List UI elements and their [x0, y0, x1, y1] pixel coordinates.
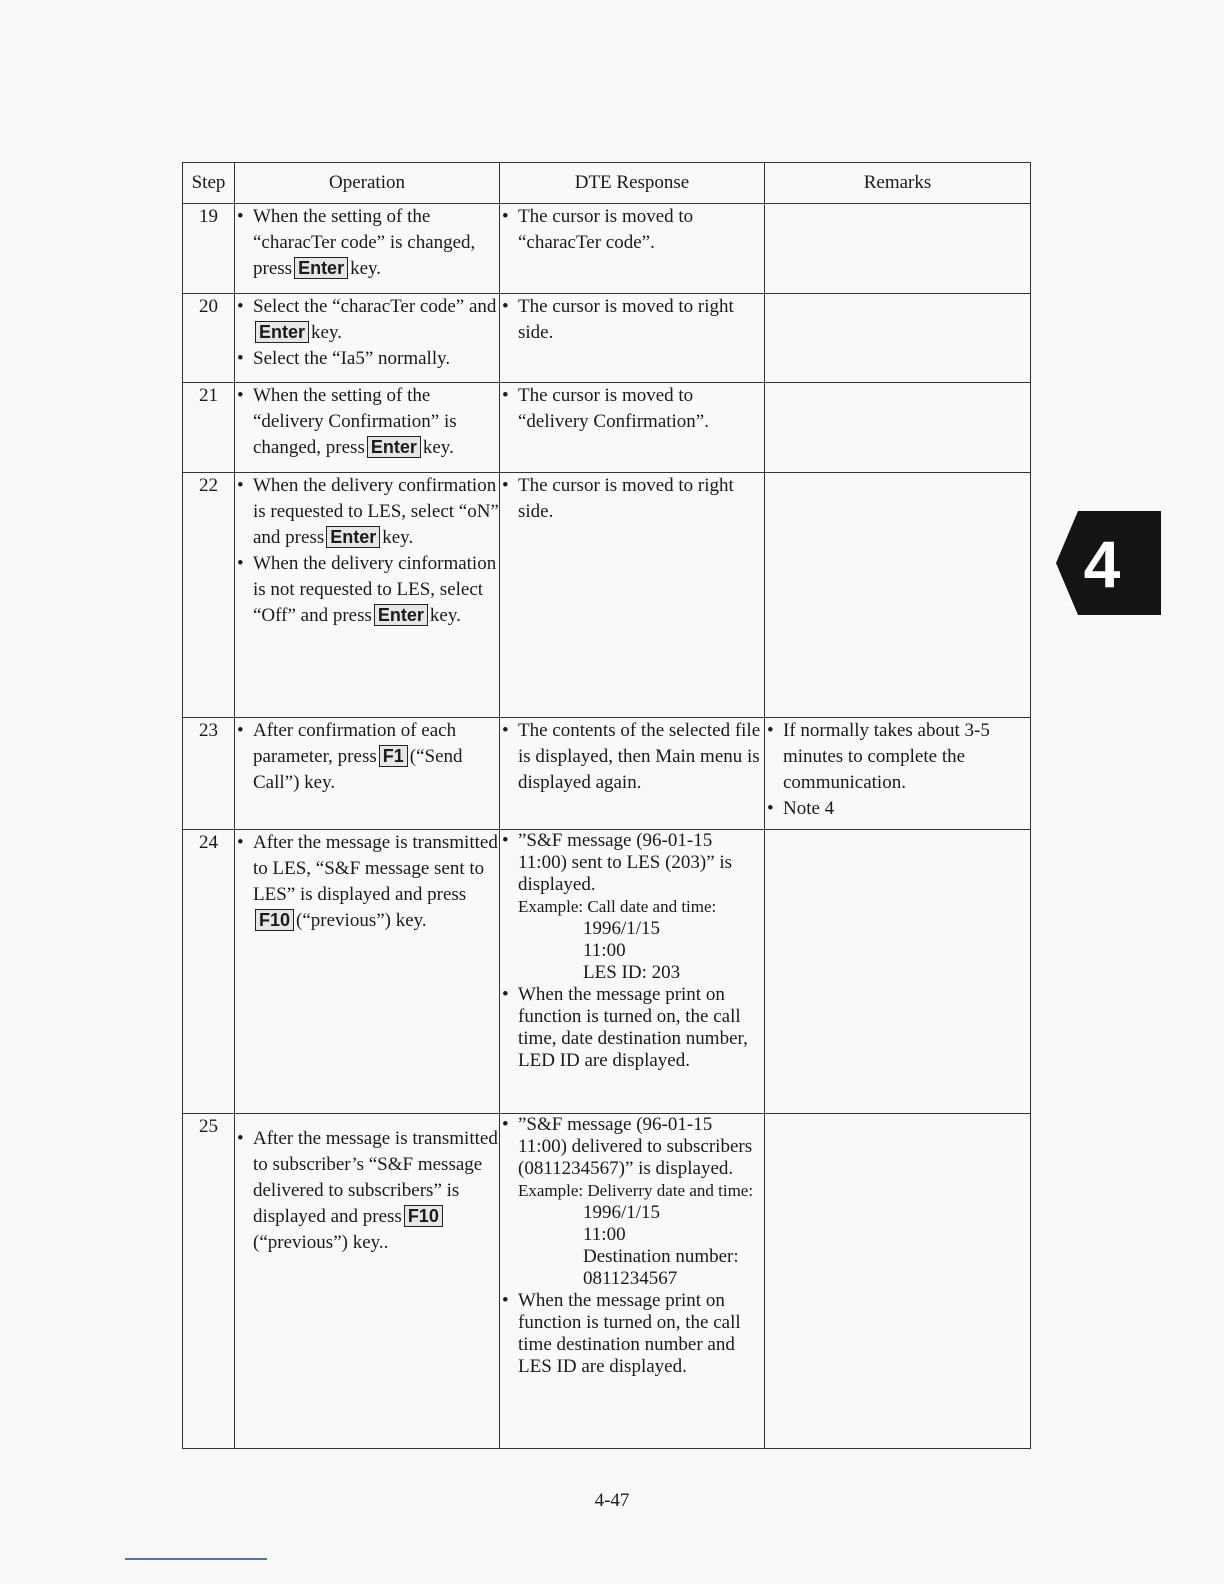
f10-key: F10: [255, 909, 294, 931]
dte-item: • The cursor is moved to right side.: [500, 294, 764, 346]
header-step: Step: [183, 163, 235, 204]
procedure-table: [182, 162, 1031, 1449]
operation-cell: [235, 830, 500, 1114]
header-dte-response: DTE Response: [500, 163, 765, 204]
dte-item: • When the message print on function is turned on, the call time destination number and LES ID are displayed.: [500, 1290, 764, 1378]
enter-key: Enter: [255, 321, 309, 343]
table-row: [183, 473, 1031, 718]
step-number: 25: [183, 1114, 235, 1449]
example-line: 0811234567: [583, 1268, 678, 1289]
operation-cell: [235, 294, 500, 383]
f1-key: F1: [379, 745, 408, 767]
operation-cell: [235, 204, 500, 294]
dte-response-cell: [500, 1114, 765, 1449]
enter-key: Enter: [326, 526, 380, 548]
remarks-cell: [765, 473, 1031, 718]
table-header-row: [183, 163, 1031, 204]
example-line: Destination number:: [583, 1246, 739, 1267]
table-row: [183, 204, 1031, 294]
operation-item: • When the delivery cinformation is not requested to LES, select “Off” and press Enter key.: [235, 551, 499, 629]
dte-item: • When the message print on function is turned on, the call time, date destination number, LED ID are displayed.: [500, 984, 764, 1072]
remark-item: • Note 4: [765, 796, 1030, 822]
operation-cell: [235, 473, 500, 718]
dte-response-cell: [500, 830, 765, 1114]
dte-response-cell: [500, 204, 765, 294]
example-line: 11:00: [583, 940, 626, 961]
example-line: 1996/1/15: [583, 1202, 661, 1223]
dte-response-cell: [500, 294, 765, 383]
step-number: 19: [183, 204, 235, 294]
operation-item: • After the message is transmitted to LES, “S&F message sent to LES” is displayed and pressF10 (“previous”) key.: [235, 830, 499, 934]
operation-item: • Select the “Ia5” normally.: [235, 346, 499, 372]
step-number: 23: [183, 718, 235, 830]
example-line: 1996/1/15: [583, 918, 661, 939]
remarks-cell: [765, 383, 1031, 473]
remarks-cell: [765, 294, 1031, 383]
operation-cell: [235, 383, 500, 473]
example-label: Example: Deliverry date and time:: [518, 1181, 754, 1200]
remarks-cell: [765, 718, 1031, 830]
table-row: [183, 383, 1031, 473]
f10-key: F10: [404, 1205, 443, 1227]
operation-item: • When the delivery confirmation is requested to LES, select “oN” and press Enter key.: [235, 473, 499, 551]
example-line: LES ID: 203: [583, 962, 681, 983]
enter-key: Enter: [294, 257, 348, 279]
remarks-cell: [765, 204, 1031, 294]
dte-item: • ”S&F message (96-01-15 11:00) sent to LES (203)” is displayed. Example: Call date and time: 1996/1/15 11:00 LES ID: 203: [500, 830, 764, 984]
operation-item: • After the message is transmitted to subscriber’s “S&F message delivered to subscribers” is displayed and press F10(“previous”) key..: [235, 1126, 499, 1256]
operation-item: • Select the “characTer code” andEnter key.: [235, 294, 499, 346]
step-number: 20: [183, 294, 235, 383]
dte-response-cell: [500, 473, 765, 718]
table-row: [183, 830, 1031, 1114]
remarks-cell: [765, 1114, 1031, 1449]
enter-key: Enter: [367, 436, 421, 458]
dte-item: • The cursor is moved to right side.: [500, 473, 764, 525]
header-remarks: Remarks: [765, 163, 1031, 204]
dte-response-cell: [500, 383, 765, 473]
dte-item: • The cursor is moved to “characTer code”.: [500, 204, 764, 256]
example-label: Example: Call date and time:: [518, 897, 717, 916]
operation-cell: [235, 1114, 500, 1449]
step-number: 21: [183, 383, 235, 473]
operation-item: • After confirmation of each parameter, press F1 (“Send Call”) key.: [235, 718, 499, 796]
remark-item: • If normally takes about 3-5 minutes to complete the communication.: [765, 718, 1030, 796]
operation-item: • When the setting of the “characTer code” is changed, press Enter key.: [235, 204, 499, 282]
step-number: 24: [183, 830, 235, 1114]
remarks-cell: [765, 830, 1031, 1114]
table-row: [183, 294, 1031, 383]
enter-key: Enter: [374, 604, 428, 626]
operation-item: • When the setting of the “delivery Confirmation” is changed, press Enter key.: [235, 383, 499, 461]
page-number: 4-47: [594, 1490, 630, 1511]
step-number: 22: [183, 473, 235, 718]
bottom-rule: [125, 1558, 267, 1560]
dte-item: • The contents of the selected file is displayed, then Main menu is displayed again.: [500, 718, 764, 796]
chapter-tab: [1056, 511, 1161, 615]
chapter-tab-label: 4: [1083, 527, 1121, 601]
operation-cell: [235, 718, 500, 830]
example-line: 11:00: [583, 1224, 626, 1245]
dte-item: • ”S&F message (96-01-15 11:00) delivered to subscribers (0811234567)” is displayed. Example: Deliverry date and time: 1996/1/15 11:00 Destination number: 0811234567: [500, 1114, 764, 1290]
table-row: [183, 718, 1031, 830]
dte-item: • The cursor is moved to “delivery Confirmation”.: [500, 383, 764, 435]
table-row: [183, 1114, 1031, 1449]
header-operation: Operation: [235, 163, 500, 204]
dte-response-cell: [500, 718, 765, 830]
